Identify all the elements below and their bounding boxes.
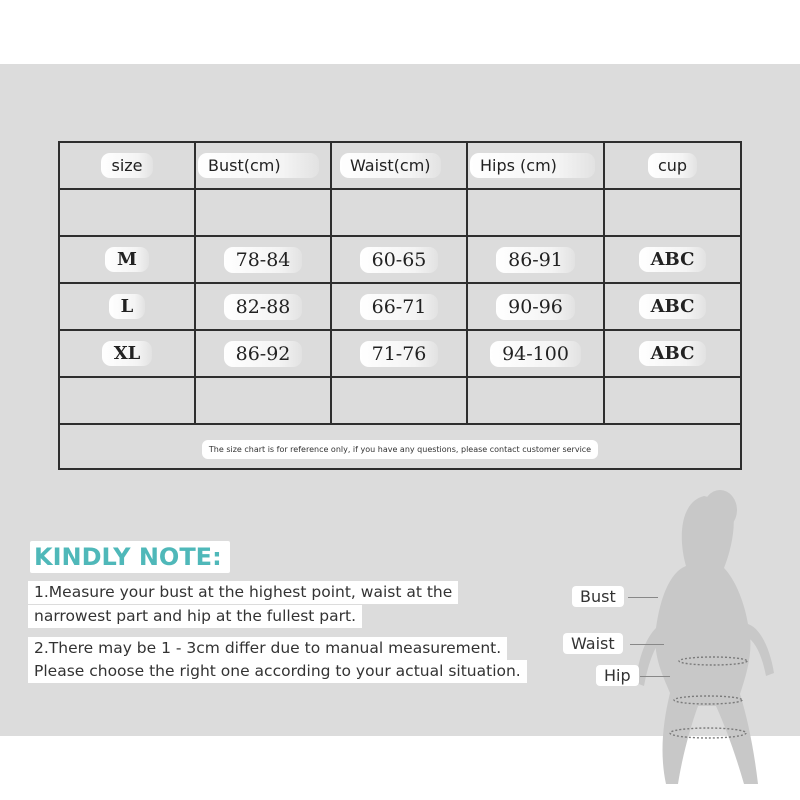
table-header-row: [59, 142, 741, 189]
table-row-empty: [59, 377, 741, 424]
note-line-2: narrowest part and hip at the fullest part.: [28, 605, 362, 628]
empty-cell: [467, 189, 604, 236]
table-footnote-row: [59, 424, 741, 469]
empty-cell: [604, 377, 741, 424]
table-row-empty: [59, 189, 741, 236]
table-row: [59, 283, 741, 330]
cup-cell: [604, 330, 741, 377]
cup-value: ABC: [639, 341, 707, 366]
note-line-4: Please choose the right one according to your actual situation.: [28, 660, 527, 683]
footnote-cell: [59, 424, 741, 469]
bust-cell: [195, 330, 331, 377]
empty-cell: [331, 189, 467, 236]
header-cell: [59, 142, 195, 189]
waist-label: Waist: [563, 633, 623, 654]
cup-value: ABC: [639, 294, 707, 319]
bust-cell: [195, 236, 331, 283]
cup-cell: [604, 283, 741, 330]
header-hips: Hips (cm): [470, 153, 595, 178]
size-value: XL: [102, 341, 153, 366]
bust-leader-line: [628, 597, 658, 598]
hips-value: 86-91: [496, 247, 575, 273]
note-line-1: 1.Measure your bust at the highest point, waist at the: [28, 581, 458, 604]
header-waist: Waist(cm): [340, 153, 441, 178]
hips-cell: [467, 283, 604, 330]
header-cup: cup: [648, 153, 697, 178]
waist-leader-line: [630, 644, 664, 645]
waist-value: 60-65: [360, 247, 439, 273]
header-cell: [604, 142, 741, 189]
empty-cell: [604, 189, 741, 236]
empty-cell: [331, 377, 467, 424]
table-row: [59, 236, 741, 283]
waist-cell: [331, 330, 467, 377]
header-cell: [195, 142, 331, 189]
note-line-3: 2.There may be 1 - 3cm differ due to manual measurement.: [28, 637, 507, 660]
size-value: L: [109, 294, 146, 319]
header-bust: Bust(cm): [198, 153, 319, 178]
cup-cell: [604, 236, 741, 283]
bust-label: Bust: [572, 586, 624, 607]
size-chart-panel: [0, 64, 800, 736]
size-cell: [59, 330, 195, 377]
empty-cell: [467, 377, 604, 424]
hip-label: Hip: [596, 665, 639, 686]
waist-cell: [331, 283, 467, 330]
empty-cell: [195, 189, 331, 236]
waist-value: 66-71: [360, 294, 439, 320]
bust-value: 78-84: [224, 247, 303, 273]
header-cell: [331, 142, 467, 189]
empty-cell: [59, 377, 195, 424]
table-row: [59, 330, 741, 377]
body-silhouette-figure: [620, 488, 790, 788]
cup-value: ABC: [639, 247, 707, 272]
hips-value: 90-96: [496, 294, 575, 320]
header-cell: [467, 142, 604, 189]
bust-value: 82-88: [224, 294, 303, 320]
kindly-note-heading: KINDLY NOTE:: [30, 541, 230, 573]
header-size: size: [101, 153, 152, 178]
waist-value: 71-76: [360, 341, 439, 367]
waist-cell: [331, 236, 467, 283]
size-cell: [59, 283, 195, 330]
empty-cell: [59, 189, 195, 236]
hips-value: 94-100: [490, 341, 581, 367]
size-chart-footnote: The size chart is for reference only, if you have any questions, please contact customer service: [202, 440, 598, 459]
bust-value: 86-92: [224, 341, 303, 367]
hips-cell: [467, 236, 604, 283]
silhouette-shape: [636, 490, 774, 784]
size-value: M: [105, 247, 149, 272]
size-table: [58, 141, 742, 470]
empty-cell: [195, 377, 331, 424]
hips-cell: [467, 330, 604, 377]
hip-leader-line: [640, 676, 670, 677]
bust-cell: [195, 283, 331, 330]
size-cell: [59, 236, 195, 283]
